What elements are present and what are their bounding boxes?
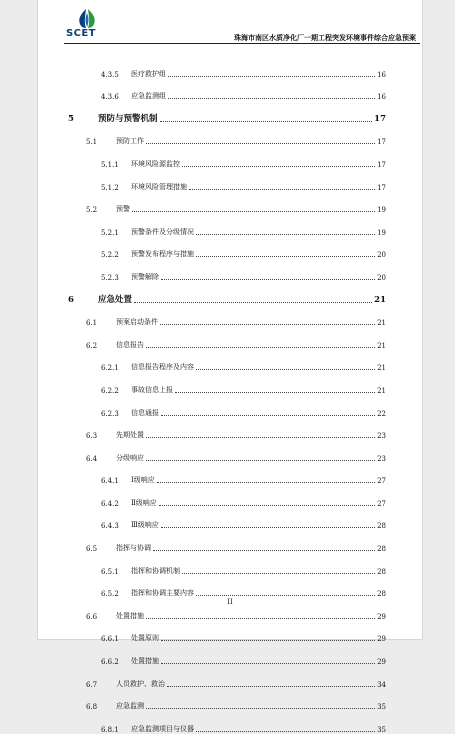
toc-entry[interactable] <box>68 553 386 576</box>
toc-entry-number: 6.5.2 <box>101 590 119 599</box>
toc-entry-page: 20 <box>377 273 386 282</box>
toc-dot-leader <box>159 505 375 506</box>
toc-entry-title: 应急处置 <box>98 294 133 305</box>
toc-entry-number: 5.2 <box>86 206 98 215</box>
toc-entry-number: 5.1 <box>86 138 98 147</box>
toc-entry-page: 21 <box>377 386 386 395</box>
toc-entry-page: 27 <box>377 477 386 486</box>
page-number: II <box>227 598 233 606</box>
toc-entry-page: 29 <box>377 612 386 621</box>
document-page <box>38 0 422 734</box>
toc-entry[interactable] <box>68 576 386 599</box>
toc-entry-number: 5 <box>68 113 74 124</box>
toc-entry-title: 信息通报 <box>131 408 159 417</box>
toc-entry-title: 环境风险管理措施 <box>131 182 187 191</box>
toc-entry-title: 分级响应 <box>116 453 144 462</box>
toc-dot-leader <box>157 482 375 483</box>
toc-dot-leader <box>168 98 375 99</box>
toc-entry-page: 28 <box>377 567 386 576</box>
toc-entry-number: 6.4 <box>86 454 98 463</box>
toc-entry-title: 指挥和协调主要内容 <box>131 589 194 598</box>
toc-dot-leader <box>196 234 375 235</box>
toc-entry[interactable] <box>68 101 386 124</box>
toc-entry-number: 5.1.2 <box>101 183 119 192</box>
toc-entry[interactable] <box>68 395 386 418</box>
toc-entry-number: 6.4.1 <box>101 477 119 486</box>
toc-entry-number: 4.3.5 <box>101 70 119 79</box>
toc-entry-title: 环境风险源监控 <box>131 159 180 168</box>
header-title: 珠海市南区水质净化厂一期工程突发环境事件综合应急预案 <box>234 33 416 42</box>
toc-entry-number: 6.6.1 <box>101 635 119 644</box>
toc-entry-number: 6.2.1 <box>101 364 119 373</box>
toc-dot-leader <box>168 76 375 77</box>
toc-entry-title: 应急监测组 <box>131 92 166 101</box>
toc-dot-leader <box>175 392 375 393</box>
toc-dot-leader <box>182 573 375 574</box>
toc-entry-number: 5.1.1 <box>101 160 119 169</box>
toc-entry-number: 6.5.1 <box>101 567 119 576</box>
toc-dot-leader <box>160 324 375 325</box>
toc-dot-leader <box>161 415 375 416</box>
toc-entry-page: 28 <box>377 545 386 554</box>
toc-entry-title: 预防与预警机制 <box>98 113 158 124</box>
toc-dot-leader <box>146 143 375 144</box>
toc-dot-leader <box>161 527 375 528</box>
toc-dot-leader <box>161 279 375 280</box>
toc-dot-leader <box>161 640 375 641</box>
toc-entry-page: 17 <box>374 113 386 124</box>
toc-entry[interactable] <box>68 327 386 350</box>
toc-entry-page: 29 <box>377 658 386 667</box>
toc-entry-number: 6.1 <box>86 319 98 328</box>
toc-entry[interactable] <box>68 440 386 463</box>
toc-entry[interactable] <box>68 282 386 305</box>
toc-dot-leader <box>146 618 375 619</box>
toc-entry-page: 23 <box>377 432 386 441</box>
toc-entry-page: 20 <box>377 251 386 260</box>
toc-entry-title: 预警 <box>116 205 130 214</box>
toc-dot-leader <box>153 550 375 551</box>
toc-entry-number: 6.2 <box>86 341 98 350</box>
toc-entry-title: 指挥与协调 <box>116 544 151 553</box>
toc-entry-page: 17 <box>377 138 386 147</box>
toc-entry-title: 处置措施 <box>116 611 144 620</box>
toc-entry-number: 6.2.2 <box>101 386 119 395</box>
toc-entry-title: 信息报告程序及内容 <box>131 363 194 372</box>
toc-entry-page: 35 <box>377 725 386 734</box>
logo-text: SCET <box>66 28 96 39</box>
toc-entry-number: 6.3 <box>86 432 98 441</box>
toc-entry-title: 应急监测 <box>116 702 144 711</box>
toc-entry-page: 19 <box>377 206 386 215</box>
toc-entry[interactable] <box>68 418 386 441</box>
toc-entry-number: 6.6 <box>86 612 98 621</box>
toc-dot-leader <box>196 369 375 370</box>
toc-dot-leader <box>146 437 375 438</box>
toc-entry-number: 6.5 <box>86 545 98 554</box>
toc-entry[interactable] <box>68 214 386 237</box>
header-divider <box>64 43 420 44</box>
toc-entry[interactable] <box>68 530 386 553</box>
toc-entry-page: 27 <box>377 499 386 508</box>
toc-entry[interactable] <box>68 192 386 215</box>
toc-entry-number: 6 <box>68 294 74 305</box>
toc-entry-title: Ⅲ级响应 <box>131 521 159 530</box>
toc-entry-page: 23 <box>377 454 386 463</box>
toc-dot-leader <box>182 166 375 167</box>
toc-entry-title: 人员救护、救治 <box>116 679 165 688</box>
toc-entry-title: 预警条件及分级情况 <box>131 227 194 236</box>
toc-dot-leader <box>160 121 373 122</box>
toc-entry[interactable] <box>68 259 386 282</box>
toc-entry-number: 5.2.1 <box>101 228 119 237</box>
toc-entry-title: 预警发布程序与措施 <box>131 250 194 259</box>
toc-entry-title: 预案启动条件 <box>116 318 158 327</box>
toc-entry[interactable] <box>68 237 386 260</box>
toc-entry-number: 4.3.6 <box>101 93 119 102</box>
toc-dot-leader <box>161 663 375 664</box>
toc-entry[interactable] <box>68 79 386 102</box>
toc-entry-title: 处置措施 <box>131 657 159 666</box>
toc-entry-title: 预警解除 <box>131 272 159 281</box>
toc-entry-page: 16 <box>377 70 386 79</box>
toc-entry[interactable] <box>68 169 386 192</box>
toc-entry-title: 医疗救护组 <box>131 69 166 78</box>
toc-entry[interactable] <box>68 643 386 666</box>
toc-entry[interactable] <box>68 305 386 328</box>
toc-entry-title: Ⅰ级响应 <box>131 476 155 485</box>
toc-entry[interactable] <box>68 146 386 169</box>
toc-entry[interactable] <box>68 124 386 147</box>
toc-entry-title: 指挥和协调机制 <box>131 566 180 575</box>
toc-entry[interactable] <box>68 711 386 734</box>
toc-entry-number: 6.7 <box>86 680 98 689</box>
toc-entry-number: 6.8 <box>86 703 98 712</box>
toc-entry-title: 先期处置 <box>116 431 144 440</box>
toc-entry-number: 6.4.3 <box>101 522 119 531</box>
toc-dot-leader <box>196 256 375 257</box>
toc-dot-leader <box>196 595 375 596</box>
toc-entry-title: Ⅱ级响应 <box>131 498 157 507</box>
toc-entry[interactable] <box>68 56 386 79</box>
toc-entry-page: 17 <box>377 160 386 169</box>
toc-entry[interactable] <box>68 485 386 508</box>
toc-entry-page: 34 <box>377 680 386 689</box>
toc-entry[interactable] <box>68 508 386 531</box>
toc-entry-page: 29 <box>377 635 386 644</box>
toc-dot-leader <box>146 347 375 348</box>
toc-entry[interactable] <box>68 372 386 395</box>
toc-entry-number: 6.6.2 <box>101 658 119 667</box>
toc-entry-page: 21 <box>374 294 386 305</box>
toc-entry-title: 信息报告 <box>116 340 144 349</box>
toc-entry-number: 6.2.3 <box>101 409 119 418</box>
toc-entry-number: 5.2.3 <box>101 273 119 282</box>
toc-dot-leader <box>196 731 375 732</box>
toc-entry-title: 预防工作 <box>116 137 144 146</box>
toc-entry-title: 事故信息上报 <box>131 385 173 394</box>
toc-entry-page: 28 <box>377 590 386 599</box>
toc-entry-number: 6.8.1 <box>101 725 119 734</box>
toc-dot-leader <box>134 302 372 303</box>
toc-entry-title: 应急监测项目与仪器 <box>131 724 194 733</box>
toc-entry[interactable] <box>68 666 386 689</box>
toc-entry-page: 22 <box>377 409 386 418</box>
toc-entry[interactable] <box>68 350 386 373</box>
toc-entry-title: 处置原则 <box>131 634 159 643</box>
toc-dot-leader <box>189 189 375 190</box>
toc-dot-leader <box>167 686 375 687</box>
toc-dot-leader <box>146 708 375 709</box>
toc-entry-number: 5.2.2 <box>101 251 119 260</box>
toc-dot-leader <box>146 460 375 461</box>
toc-entry-page: 19 <box>377 228 386 237</box>
toc-entry[interactable] <box>68 689 386 712</box>
page-header <box>38 0 422 45</box>
toc-entry-page: 16 <box>377 93 386 102</box>
toc-entry-number: 6.4.2 <box>101 499 119 508</box>
toc-entry-page: 35 <box>377 703 386 712</box>
toc-entry[interactable] <box>68 621 386 644</box>
toc-entry[interactable] <box>68 463 386 486</box>
toc-entry-page: 21 <box>377 364 386 373</box>
toc-entry-page: 28 <box>377 522 386 531</box>
toc-dot-leader <box>132 211 375 212</box>
toc-entry-page: 21 <box>377 341 386 350</box>
toc-entry-page: 21 <box>377 319 386 328</box>
table-of-contents <box>68 56 386 734</box>
toc-entry-page: 17 <box>377 183 386 192</box>
